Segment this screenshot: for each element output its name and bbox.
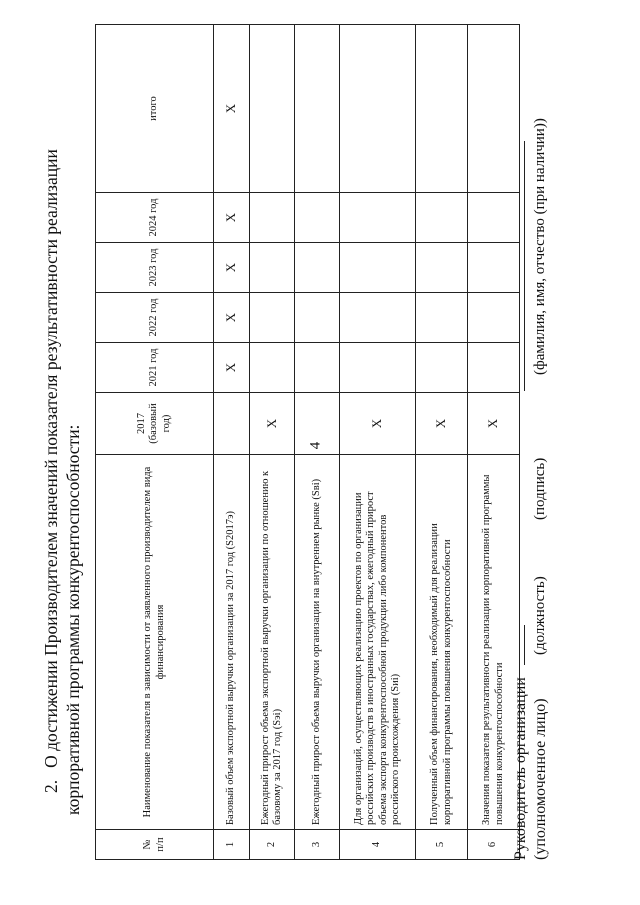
cell-total <box>295 25 340 193</box>
table-header-row <box>96 25 214 860</box>
table-row <box>295 25 340 860</box>
cell-2017: X <box>468 393 520 455</box>
cell-2023 <box>340 243 416 293</box>
cell-2021 <box>295 343 340 393</box>
table-row <box>250 25 295 860</box>
cell-2024 <box>295 193 340 243</box>
cell-2023: X <box>214 243 250 293</box>
row-num: 5 <box>416 830 468 860</box>
cell-2022 <box>416 293 468 343</box>
cell-total <box>340 25 416 193</box>
header-2021: 2021 год <box>96 343 214 393</box>
row-name: Базовый объем экспортной выручки организации за 2017 год (S2017э) <box>214 455 250 830</box>
page-number: 4 <box>307 441 324 450</box>
cell-total <box>416 25 468 193</box>
row-name: Значения показателя результативности реализации корпоративной программы повышения конкурентоспособности <box>468 455 520 830</box>
signature-title <box>510 141 530 860</box>
cell-total <box>250 25 295 193</box>
row-name: Ежегодный прирост объема экспортной выручки организации по отношению к базовому за 2017 год (Sэi) <box>250 455 295 830</box>
cell-2017 <box>295 393 340 455</box>
row-num: 4 <box>340 830 416 860</box>
header-2022: 2022 год <box>96 293 214 343</box>
header-2017: 2017 (базовый год) <box>96 393 214 455</box>
header-2024: 2024 год <box>96 193 214 243</box>
heading-number: 2. <box>41 779 61 793</box>
row-name: Полученный объем финансирования, необходимый для реализации корпоративной программы повышения конкурентоспособности <box>416 455 468 830</box>
cell-2022 <box>340 293 416 343</box>
cell-2023 <box>250 243 295 293</box>
header-2023: 2023 год <box>96 243 214 293</box>
cell-total: X <box>214 25 250 193</box>
header-name: Наименование показателя в зависимости от заявленного производителем вида финансирования <box>96 455 214 830</box>
cell-2021 <box>250 343 295 393</box>
table-row <box>340 25 416 860</box>
table-row <box>416 25 468 860</box>
row-num: 2 <box>250 830 295 860</box>
cell-2023 <box>295 243 340 293</box>
cell-2024 <box>416 193 468 243</box>
header-total: итого <box>96 25 214 193</box>
cell-2022 <box>295 293 340 343</box>
indicator-table <box>95 24 520 860</box>
row-num: 3 <box>295 830 340 860</box>
cell-2024: X <box>214 193 250 243</box>
position-line <box>510 625 525 665</box>
cell-2024 <box>340 193 416 243</box>
cell-2017: X <box>340 393 416 455</box>
cell-2021 <box>416 343 468 393</box>
heading-text: О достижении Производителем значений показателя результативности реализации корпоративной программы конкурентоспособности: <box>41 149 83 815</box>
signature-title-text: Руководитель организации <box>512 677 529 860</box>
cell-2023 <box>416 243 468 293</box>
row-num: 6 <box>468 830 520 860</box>
cell-2022 <box>250 293 295 343</box>
header-num: № п/п <box>96 830 214 860</box>
cell-2017: X <box>416 393 468 455</box>
cell-2022: X <box>214 293 250 343</box>
position-caption: (должность) <box>532 576 548 655</box>
cell-2024 <box>250 193 295 243</box>
cell-2017 <box>214 393 250 455</box>
name-line <box>510 141 525 391</box>
cell-2021 <box>340 343 416 393</box>
row-name: Для организаций, осуществляющих реализацию проектов по организации российских производств в иностранных государствах, ежегодный прирост объема экспорта конкурентоспособной продукции либо компонентов российского происхождения (Sиi) <box>340 455 416 830</box>
section-heading <box>40 35 84 815</box>
row-name: Ежегодный прирост объема выручки организации на внутреннем рынке (Sвi) <box>295 455 340 830</box>
signature-caption: (подпись) <box>532 457 548 520</box>
cell-2021: X <box>214 343 250 393</box>
cell-2017: X <box>250 393 295 455</box>
signature-subtitle: (уполномоченное лицо) <box>532 698 549 860</box>
table-row <box>214 25 250 860</box>
row-num: 1 <box>214 830 250 860</box>
name-caption: (фамилия, имя, отчество (при наличии)) <box>532 118 548 375</box>
